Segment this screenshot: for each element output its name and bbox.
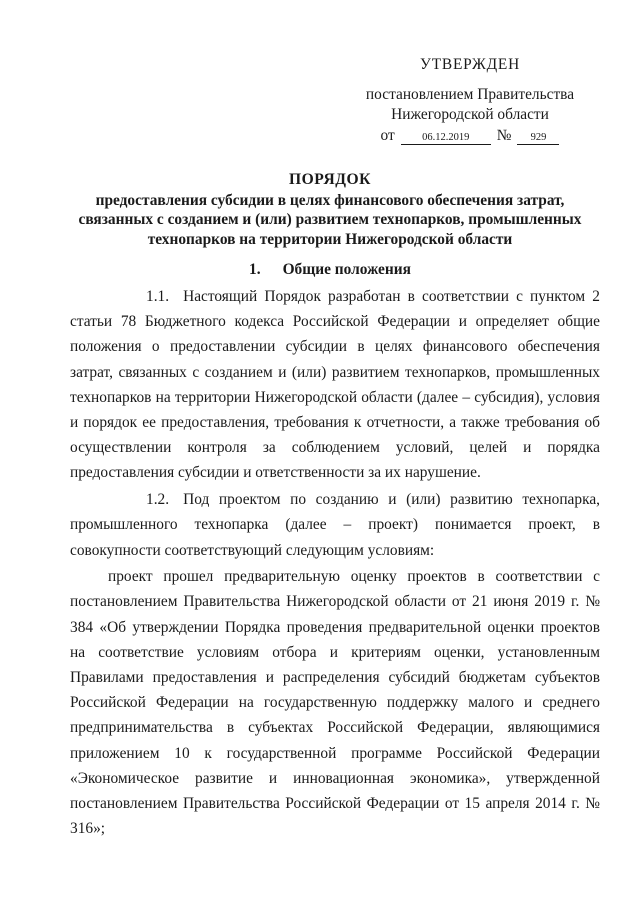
paragraph-text: проект прошел предварительную оценку проектов в соответствии с постановлением Правительства Нижегородской области от 21 июня 2019 г. № 384 «Об утверждении Порядка проведения предварительной оценки проектов на соответствие условиям отбора и критериям оценки, установленным Правилами предоставления и распределения субсидий бюджетам субъектов Российской Федерации на государственную поддержку малого и среднего предпринимательства в субъектах Российской Федерации, являющимися приложением 10 к государственной программе Российской Федерации «Экономическое развитие и инновационная экономика», утвержденной постановлением Правительства Российской Федерации от 15 апреля 2014 г. № 316»; [70,568,600,838]
document-title [60,170,600,249]
document-subject: предоставления субсидии в целях финансового обеспечения затрат, связанных с созданием и (или) развитием технопарков, промышленных технопарков на территории Нижегородской области [78,191,582,248]
section-number: 1. [249,261,261,278]
approval-date-line [360,126,580,146]
section-heading [60,261,600,279]
section-title: Общие положения [282,261,411,278]
document-body [70,284,600,843]
approval-stamp-title: УТВЕРЖДЕН [420,56,520,73]
approval-issuer-line1: постановлением Правительства [365,86,575,103]
paragraph-number: 1.1. [146,288,170,305]
paragraph-text: Настоящий Порядок разработан в соответствии с пунктом 2 статьи 78 Бюджетного кодекса Российской Федерации и определяет общие положения о предоставлении субсидии в целях финансового обеспечения затрат, связанных с созданием и (или) развитием технопарков, промышленных технопарков на территории Нижегородской области (далее – субсидия), условия и порядок ее предоставления, требования к отчетности, а также требования об осуществлении контроля за соблюдением условий, целей и порядка предоставления субсидии и ответственности за их нарушение. [70,288,600,482]
approval-date-value: 06.12.2019 [401,132,491,145]
approval-issuer-line2: Нижегородской области [391,106,549,123]
approval-number-value: 929 [517,132,559,145]
paragraph-number: 1.2. [146,491,170,509]
approval-stamp-block [360,55,580,146]
paragraph [70,284,600,486]
approval-from-label: от [380,127,395,144]
approval-number-sign: № [496,127,512,144]
paragraph-text: Под проектом по созданию и (или) развитию технопарка, промышленного технопарка (далее – проект) понимается проект, в совокупности соответствующий следующим условиям: [70,491,600,559]
document-type: ПОРЯДОК [289,171,371,188]
paragraph [70,564,600,841]
paragraph [70,487,600,563]
